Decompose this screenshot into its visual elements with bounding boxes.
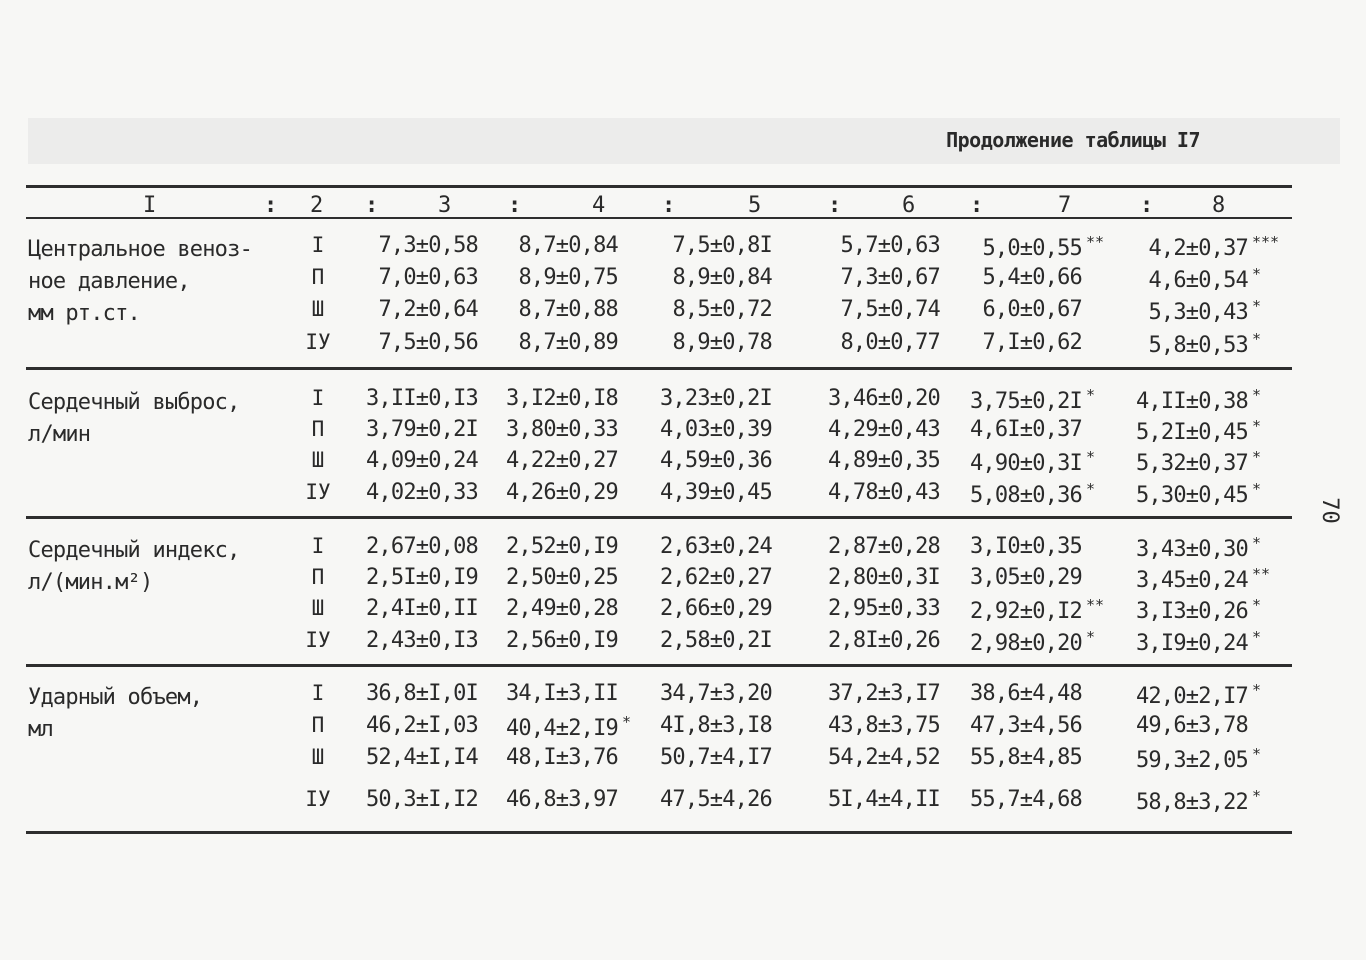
column-separator: :	[828, 193, 842, 218]
table-cell	[840, 265, 968, 290]
significance-mark: *	[1252, 448, 1262, 466]
table-cell	[970, 681, 1110, 706]
cell-value: 5,7±0,63	[840, 233, 940, 258]
cell-value: 7,2±0,64	[378, 297, 478, 322]
table-rule	[26, 516, 1292, 519]
table-cell	[660, 713, 800, 738]
group-label: I	[311, 386, 325, 410]
column-header: 8	[1212, 193, 1226, 218]
table-cell	[828, 681, 968, 706]
cell-value: 2,62±0,27	[659, 565, 772, 590]
cell-value: 5,30±0,45	[1135, 483, 1248, 508]
table-cell	[672, 297, 800, 322]
significance-mark: **	[1086, 596, 1105, 614]
table-cell	[518, 330, 646, 355]
cell-value: 3,I3±0,26	[1135, 599, 1248, 624]
column-header: 4	[592, 193, 606, 218]
cell-value: 8,9±0,78	[672, 330, 772, 355]
cell-value: 48,I±3,76	[505, 745, 618, 770]
table-cell	[366, 448, 506, 473]
cell-value: 43,8±3,75	[827, 713, 940, 738]
table-cell	[1148, 265, 1276, 293]
column-header: I	[143, 193, 157, 218]
table-cell	[982, 265, 1110, 290]
cell-value: 52,4±I,I4	[365, 745, 478, 770]
significance-mark: *	[1252, 628, 1262, 646]
page-number: 70	[1316, 497, 1342, 524]
section-label: Центральное веноз- ное давление, мм рт.ст.	[28, 237, 253, 326]
cell-value: 5,4±0,66	[982, 265, 1082, 290]
table-cell	[378, 330, 506, 355]
table-cell	[970, 565, 1110, 590]
table-cell	[672, 330, 800, 355]
table-cell	[366, 745, 506, 770]
table-cell	[366, 565, 506, 590]
table-cell	[970, 745, 1110, 770]
column-header: 3	[438, 193, 452, 218]
table-cell	[1136, 681, 1276, 709]
table-cell	[1148, 330, 1276, 358]
table-cell	[660, 386, 800, 411]
significance-mark: *	[1252, 265, 1262, 283]
table-rule	[26, 831, 1292, 834]
table-cell	[366, 534, 506, 559]
cell-value: 3,75±0,2I	[969, 389, 1082, 414]
table-cell	[366, 480, 506, 505]
cell-value: 40,4±2,I9	[505, 716, 618, 741]
cell-value: 38,6±4,48	[969, 681, 1082, 706]
cell-value: 37,2±3,I7	[827, 681, 940, 706]
group-label: Ш	[311, 596, 325, 620]
table-cell	[828, 386, 968, 411]
significance-mark: *	[622, 713, 632, 731]
table-cell	[506, 386, 646, 411]
table-rule	[26, 185, 1292, 188]
cell-value: 4,6±0,54	[1148, 268, 1248, 293]
table-cell	[366, 681, 506, 706]
table-cell	[1136, 534, 1276, 562]
table-cell	[1136, 565, 1276, 593]
table-cell	[828, 596, 968, 621]
cell-value: 3,I9±0,24	[1135, 631, 1248, 656]
table-cell	[1148, 233, 1280, 261]
table-cell	[366, 386, 506, 411]
cell-value: 3,05±0,29	[969, 565, 1082, 590]
table-cell	[518, 297, 646, 322]
significance-mark: *	[1252, 386, 1262, 404]
table-cell	[506, 681, 646, 706]
significance-mark: *	[1252, 534, 1262, 552]
section-label: Сердечный выброс, л/мин	[28, 390, 240, 447]
table-cell	[660, 681, 800, 706]
cell-value: 3,I2±0,I8	[505, 386, 618, 411]
significance-mark: *	[1252, 745, 1262, 763]
table-cell	[982, 233, 1110, 261]
group-label: Ш	[311, 745, 325, 769]
cell-value: 55,8±4,85	[969, 745, 1082, 770]
cell-value: 46,2±I,03	[365, 713, 478, 738]
table-cell	[660, 745, 800, 770]
table-cell	[660, 565, 800, 590]
table-cell	[840, 233, 968, 258]
significance-mark: *	[1252, 681, 1262, 699]
cell-value: 7,5±0,8I	[672, 233, 772, 258]
table-cell	[366, 713, 506, 738]
cell-value: 3,43±0,30	[1135, 537, 1248, 562]
table-cell	[828, 448, 968, 473]
table-cell	[366, 787, 506, 812]
table-cell	[1136, 713, 1276, 738]
significance-mark: *	[1252, 330, 1262, 348]
table-cell	[828, 713, 968, 738]
column-separator: :	[662, 193, 676, 218]
table-cell	[1136, 480, 1276, 508]
table-cell	[660, 417, 800, 442]
cell-value: 5,8±0,53	[1148, 333, 1248, 358]
cell-value: 4,39±0,45	[659, 480, 772, 505]
cell-value: 36,8±I,0I	[365, 681, 478, 706]
significance-mark: *	[1086, 628, 1096, 646]
table-cell	[840, 297, 968, 322]
cell-value: 4,90±0,3I	[969, 451, 1082, 476]
table-cell	[1136, 628, 1276, 656]
table-cell	[660, 787, 800, 812]
table-cell	[506, 787, 646, 812]
significance-mark: **	[1086, 233, 1105, 251]
cell-value: 5,08±0,36	[969, 483, 1082, 508]
cell-value: 7,3±0,58	[378, 233, 478, 258]
cell-value: 34,I±3,II	[505, 681, 618, 706]
cell-value: 2,58±0,2I	[659, 628, 772, 653]
cell-value: 4,22±0,27	[505, 448, 618, 473]
cell-value: 4,02±0,33	[365, 480, 478, 505]
table-cell	[970, 448, 1110, 476]
cell-value: 3,II±0,I3	[365, 386, 478, 411]
cell-value: 8,9±0,75	[518, 265, 618, 290]
table-cell	[672, 265, 800, 290]
cell-value: 47,5±4,26	[659, 787, 772, 812]
group-label: IУ	[305, 628, 331, 652]
cell-value: 4,6I±0,37	[969, 417, 1082, 442]
table-cell	[506, 628, 646, 653]
cell-value: 8,7±0,84	[518, 233, 618, 258]
cell-value: 4,09±0,24	[365, 448, 478, 473]
table-cell	[518, 265, 646, 290]
table-cell	[982, 330, 1110, 355]
column-separator: :	[365, 193, 379, 218]
cell-value: 59,3±2,05	[1135, 748, 1248, 773]
significance-mark: ***	[1252, 233, 1280, 251]
cell-value: 5,32±0,37	[1135, 451, 1248, 476]
table-rule	[26, 664, 1292, 667]
column-separator: :	[508, 193, 522, 218]
cell-value: 5,3±0,43	[1148, 300, 1248, 325]
table-cell	[1148, 297, 1276, 325]
column-separator: :	[1140, 193, 1154, 218]
cell-value: 55,7±4,68	[969, 787, 1082, 812]
cell-value: 46,8±3,97	[505, 787, 618, 812]
table-cell	[970, 480, 1110, 508]
section-label: Сердечный индекс, л/(мин.м²)	[28, 538, 240, 595]
significance-mark: *	[1252, 596, 1262, 614]
table-cell	[828, 534, 968, 559]
cell-value: 4,89±0,35	[827, 448, 940, 473]
significance-mark: *	[1252, 297, 1262, 315]
group-label: П	[311, 265, 325, 289]
cell-value: 5I,4±4,II	[827, 787, 940, 812]
group-label: I	[311, 681, 325, 705]
table-cell	[828, 787, 968, 812]
table-cell	[828, 628, 968, 653]
cell-value: 7,5±0,74	[840, 297, 940, 322]
table-cell	[828, 417, 968, 442]
table-rule	[26, 217, 1292, 219]
group-label: IУ	[305, 330, 331, 354]
cell-value: 2,92±0,I2	[969, 599, 1082, 624]
table-cell	[970, 628, 1110, 656]
group-label: Ш	[311, 297, 325, 321]
cell-value: 2,50±0,25	[505, 565, 618, 590]
cell-value: 58,8±3,22	[1135, 790, 1248, 815]
table-cell	[970, 534, 1110, 559]
table-cell	[982, 297, 1110, 322]
table-cell	[828, 480, 968, 505]
table-cell	[1136, 596, 1276, 624]
cell-value: 54,2±4,52	[827, 745, 940, 770]
cell-value: 2,8I±0,26	[827, 628, 940, 653]
cell-value: 3,45±0,24	[1135, 568, 1248, 593]
column-header: 2	[310, 193, 324, 218]
table-cell	[366, 628, 506, 653]
cell-value: 34,7±3,20	[659, 681, 772, 706]
cell-value: 7,5±0,56	[378, 330, 478, 355]
cell-value: 8,7±0,88	[518, 297, 618, 322]
table-cell	[1136, 417, 1276, 445]
cell-value: 2,56±0,I9	[505, 628, 618, 653]
table-cell	[1136, 745, 1276, 773]
table-cell	[828, 745, 968, 770]
significance-mark: *	[1252, 480, 1262, 498]
table-cell	[660, 596, 800, 621]
cell-value: 4,78±0,43	[827, 480, 940, 505]
cell-value: 4I,8±3,I8	[659, 713, 772, 738]
cell-value: 7,0±0,63	[378, 265, 478, 290]
cell-value: 2,95±0,33	[827, 596, 940, 621]
table-cell	[366, 417, 506, 442]
table-cell	[506, 596, 646, 621]
table-cell	[1136, 787, 1276, 815]
cell-value: 7,I±0,62	[982, 330, 1082, 355]
table-cell	[970, 596, 1110, 624]
table-caption: Продолжение таблицы I7	[946, 128, 1200, 152]
significance-mark: *	[1086, 480, 1096, 498]
table-cell	[378, 265, 506, 290]
cell-value: 2,4I±0,II	[365, 596, 478, 621]
cell-value: 8,9±0,84	[672, 265, 772, 290]
table-cell	[506, 713, 646, 741]
group-label: IУ	[305, 480, 331, 504]
significance-mark: *	[1086, 386, 1096, 404]
table-cell	[660, 534, 800, 559]
cell-value: 5,2I±0,45	[1135, 420, 1248, 445]
table-cell	[840, 330, 968, 355]
table-cell	[970, 417, 1110, 442]
significance-mark: **	[1252, 565, 1271, 583]
cell-value: 2,66±0,29	[659, 596, 772, 621]
cell-value: 4,29±0,43	[827, 417, 940, 442]
group-label: П	[311, 417, 325, 441]
table-cell	[1136, 386, 1276, 414]
cell-value: 4,03±0,39	[659, 417, 772, 442]
cell-value: 47,3±4,56	[969, 713, 1082, 738]
table-cell	[378, 233, 506, 258]
column-separator: :	[264, 193, 278, 218]
group-label: П	[311, 565, 325, 589]
table-cell	[506, 417, 646, 442]
group-label: П	[311, 713, 325, 737]
cell-value: 8,7±0,89	[518, 330, 618, 355]
cell-value: 5,0±0,55	[982, 236, 1082, 261]
cell-value: 2,5I±0,I9	[365, 565, 478, 590]
cell-value: 3,I0±0,35	[969, 534, 1082, 559]
cell-value: 7,3±0,67	[840, 265, 940, 290]
table-cell	[506, 534, 646, 559]
column-header: 6	[902, 193, 916, 218]
table-cell	[970, 386, 1110, 414]
table-cell	[660, 628, 800, 653]
table-cell	[660, 448, 800, 473]
cell-value: 4,2±0,37	[1148, 236, 1248, 261]
cell-value: 2,98±0,20	[969, 631, 1082, 656]
significance-mark: *	[1252, 417, 1262, 435]
table-cell	[970, 787, 1110, 812]
section-label: Ударный объем, мл	[28, 685, 203, 742]
table-cell	[506, 745, 646, 770]
column-separator: :	[970, 193, 984, 218]
cell-value: 50,7±4,I7	[659, 745, 772, 770]
cell-value: 3,79±0,2I	[365, 417, 478, 442]
cell-value: 49,6±3,78	[1135, 713, 1248, 738]
significance-mark: *	[1252, 787, 1262, 805]
cell-value: 2,52±0,I9	[505, 534, 618, 559]
cell-value: 42,0±2,I7	[1135, 684, 1248, 709]
group-label: IУ	[305, 787, 331, 811]
significance-mark: *	[1086, 448, 1096, 466]
group-label: I	[311, 534, 325, 558]
table-cell	[506, 448, 646, 473]
cell-value: 2,43±0,I3	[365, 628, 478, 653]
table-rule	[26, 367, 1292, 370]
cell-value: 3,23±0,2I	[659, 386, 772, 411]
cell-value: 4,26±0,29	[505, 480, 618, 505]
table-cell	[828, 565, 968, 590]
group-label: Ш	[311, 448, 325, 472]
cell-value: 2,80±0,3I	[827, 565, 940, 590]
table-cell	[518, 233, 646, 258]
cell-value: 4,II±0,38	[1135, 389, 1248, 414]
cell-value: 2,67±0,08	[365, 534, 478, 559]
cell-value: 2,63±0,24	[659, 534, 772, 559]
table-cell	[506, 565, 646, 590]
cell-value: 2,87±0,28	[827, 534, 940, 559]
table-cell	[506, 480, 646, 505]
cell-value: 4,59±0,36	[659, 448, 772, 473]
table-cell	[378, 297, 506, 322]
cell-value: 8,5±0,72	[672, 297, 772, 322]
table-cell	[1136, 448, 1276, 476]
table-cell	[660, 480, 800, 505]
table-cell	[970, 713, 1110, 738]
table-cell	[672, 233, 800, 258]
cell-value: 3,46±0,20	[827, 386, 940, 411]
column-header: 5	[748, 193, 762, 218]
cell-value: 6,0±0,67	[982, 297, 1082, 322]
group-label: I	[311, 233, 325, 257]
cell-value: 3,80±0,33	[505, 417, 618, 442]
cell-value: 2,49±0,28	[505, 596, 618, 621]
cell-value: 50,3±I,I2	[365, 787, 478, 812]
column-header: 7	[1058, 193, 1072, 218]
cell-value: 8,0±0,77	[840, 330, 940, 355]
table-cell	[366, 596, 506, 621]
